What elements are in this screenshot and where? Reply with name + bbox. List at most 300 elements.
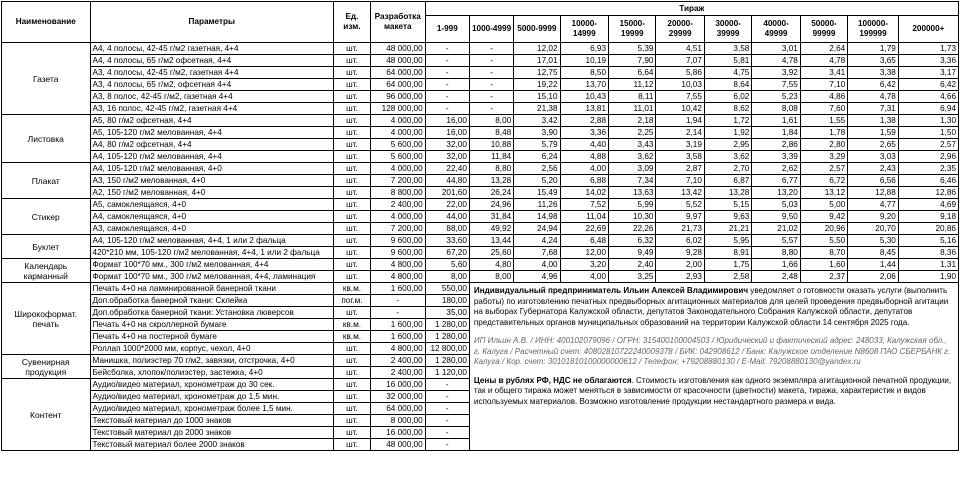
- category-cell: Плакат: [2, 163, 91, 199]
- param-cell: А3, 16 полос, 42-45 г/м2, газетная 4+4: [90, 103, 333, 115]
- price-cell: 2,87: [656, 163, 704, 175]
- price-cell: 15,10: [514, 91, 560, 103]
- price-cell: 13,28: [704, 187, 751, 199]
- price-cell: 2,57: [800, 163, 847, 175]
- price-cell: 5,57: [752, 235, 800, 247]
- price-cell: 1 120,00: [425, 367, 469, 379]
- price-cell: 13,63: [609, 187, 656, 199]
- price-cell: 5,60: [425, 259, 469, 271]
- price-cell: -: [425, 415, 469, 427]
- price-cell: 8,48: [469, 127, 513, 139]
- price-cell: 6,56: [848, 175, 899, 187]
- design-price-cell: 5 600,00: [370, 139, 425, 151]
- price-cell: -: [425, 55, 469, 67]
- table-row: [2, 271, 959, 283]
- price-cell: -: [425, 103, 469, 115]
- price-cell: 2,88: [560, 115, 608, 127]
- price-cell: 4,78: [848, 91, 899, 103]
- unit-cell: шт.: [333, 223, 370, 235]
- price-cell: 6,93: [560, 43, 608, 55]
- price-cell: 3,25: [609, 271, 656, 283]
- price-cell: 13,81: [560, 103, 608, 115]
- price-cell: 3,62: [704, 151, 751, 163]
- price-cell: 11,84: [469, 151, 513, 163]
- price-cell: 14,98: [514, 211, 560, 223]
- price-cell: 3,58: [704, 43, 751, 55]
- design-price-cell: 2 400,00: [370, 367, 425, 379]
- price-cell: -: [425, 391, 469, 403]
- param-cell: Роллап 1000*2000 мм, корпус, чехол, 4+0: [90, 343, 333, 355]
- category-cell: Буклет: [2, 235, 91, 259]
- price-cell: 2,58: [704, 271, 751, 283]
- price-cell: 13,70: [560, 79, 608, 91]
- price-cell: 5,16: [898, 235, 958, 247]
- entrepreneur-name: Индивидуальный предприниматель Ильин Алексей Владимирович: [473, 286, 749, 295]
- table-row: [2, 283, 959, 295]
- price-cell: 3,19: [656, 139, 704, 151]
- header-tier: 1-999: [425, 16, 469, 43]
- design-price-cell: 2 400,00: [370, 199, 425, 211]
- price-cell: -: [425, 91, 469, 103]
- param-cell: А3, самоклеящаяся, 4+0: [90, 223, 333, 235]
- unit-cell: кв.м.: [333, 331, 370, 343]
- price-cell: 11,26: [514, 199, 560, 211]
- price-cell: 4,66: [898, 91, 958, 103]
- design-price-cell: 4 800,00: [370, 259, 425, 271]
- price-cell: 3,17: [898, 67, 958, 79]
- price-cell: 7,68: [514, 247, 560, 259]
- price-cell: 4,96: [514, 271, 560, 283]
- price-cell: 44,00: [425, 211, 469, 223]
- price-cell: 32,00: [425, 139, 469, 151]
- price-cell: 26,24: [469, 187, 513, 199]
- price-cell: 8,50: [560, 67, 608, 79]
- param-cell: Текстовый материал более 2000 знаков: [90, 439, 333, 451]
- price-cell: 2,80: [800, 139, 847, 151]
- design-price-cell: 48 000,00: [370, 55, 425, 67]
- unit-cell: шт.: [333, 175, 370, 187]
- unit-cell: шт.: [333, 235, 370, 247]
- price-cell: 7,34: [609, 175, 656, 187]
- price-cell: 4,51: [656, 43, 704, 55]
- price-cell: 6,02: [656, 235, 704, 247]
- price-cell: 2,70: [704, 163, 751, 175]
- notice-text: [474, 286, 954, 328]
- price-cell: 4,75: [704, 67, 751, 79]
- param-cell: Формат 100*70 мм., 300 г/м2 мелованная, 4+4: [90, 259, 333, 271]
- category-cell: Контент: [2, 379, 91, 451]
- price-cell: -: [469, 67, 513, 79]
- price-cell: 5,39: [609, 43, 656, 55]
- design-price-cell: 48 000,00: [370, 43, 425, 55]
- price-cell: -: [425, 79, 469, 91]
- price-cell: 2,18: [609, 115, 656, 127]
- param-cell: Текстовый материал до 1000 знаков: [90, 415, 333, 427]
- design-price-cell: 8 000,00: [370, 415, 425, 427]
- header-tier: 15000-19999: [609, 16, 656, 43]
- price-cell: 16,00: [425, 127, 469, 139]
- price-cell: 2,62: [752, 163, 800, 175]
- price-cell: 22,40: [425, 163, 469, 175]
- price-cell: 8,62: [704, 103, 751, 115]
- price-terms-text: [474, 376, 954, 408]
- price-cell: 9,20: [848, 211, 899, 223]
- param-cell: А4, 105-120 г/м2 мелованная, 4+4: [90, 151, 333, 163]
- table-row: [2, 43, 959, 55]
- price-cell: 12,02: [514, 43, 560, 55]
- price-cell: 2,35: [898, 163, 958, 175]
- unit-cell: шт.: [333, 91, 370, 103]
- design-price-cell: -: [370, 307, 425, 319]
- table-row: [2, 91, 959, 103]
- price-cell: 9,42: [800, 211, 847, 223]
- table-row: [2, 79, 959, 91]
- table-row: [2, 187, 959, 199]
- unit-cell: шт.: [333, 403, 370, 415]
- header-circulation: Тираж: [425, 2, 958, 16]
- price-cell: 5,86: [656, 67, 704, 79]
- price-cell: 22,69: [560, 223, 608, 235]
- unit-cell: шт.: [333, 259, 370, 271]
- param-cell: Бейсболка, хлопок/полиэстер, застежка, 4+0: [90, 367, 333, 379]
- price-cell: 22,26: [609, 223, 656, 235]
- price-cell: 13,44: [469, 235, 513, 247]
- price-terms-body: . Стоимость изготовления как одного экземпляра агитационной печатной продукции, так и общего тиража может меняться в зависимости от красочности (цветности) макета, тиража, характеристик и видов используемых материалов. Возможно изготовление продукции нестандартного размера и вида.: [473, 375, 951, 406]
- price-cell: 6,94: [898, 103, 958, 115]
- price-cell: 6,02: [704, 91, 751, 103]
- param-cell: А3, 150 г/м2 мелованная, 4+0: [90, 175, 333, 187]
- price-cell: 12,00: [560, 247, 608, 259]
- price-cell: 3,90: [514, 127, 560, 139]
- price-cell: 6,24: [514, 151, 560, 163]
- design-price-cell: 1 600,00: [370, 283, 425, 295]
- price-cell: 1,73: [898, 43, 958, 55]
- price-cell: 5,15: [704, 199, 751, 211]
- design-price-cell: -: [370, 295, 425, 307]
- price-cell: 8,00: [469, 115, 513, 127]
- table-row: [2, 163, 959, 175]
- price-cell: 35,00: [425, 307, 469, 319]
- price-cell: -: [469, 55, 513, 67]
- design-price-cell: 16 000,00: [370, 427, 425, 439]
- price-cell: -: [425, 439, 469, 451]
- price-cell: 1,72: [704, 115, 751, 127]
- price-cell: 8,64: [704, 79, 751, 91]
- price-cell: 4,00: [514, 259, 560, 271]
- category-cell: Газета: [2, 43, 91, 115]
- design-price-cell: 4 800,00: [370, 343, 425, 355]
- price-cell: 1,30: [898, 115, 958, 127]
- price-cell: 67,20: [425, 247, 469, 259]
- price-cell: 11,04: [560, 211, 608, 223]
- price-cell: 5,20: [514, 175, 560, 187]
- price-cell: 8,00: [469, 271, 513, 283]
- price-cell: 1 280,00: [425, 319, 469, 331]
- price-cell: 550,00: [425, 283, 469, 295]
- header-tier: 20000-29999: [656, 16, 704, 43]
- price-cell: 1,38: [848, 115, 899, 127]
- unit-cell: шт.: [333, 343, 370, 355]
- price-cell: 3,01: [752, 43, 800, 55]
- param-cell: А2, 150 г/м2 мелованная, 4+0: [90, 187, 333, 199]
- price-cell: 21,02: [752, 223, 800, 235]
- price-cell: 24,94: [514, 223, 560, 235]
- price-cell: 8,80: [752, 247, 800, 259]
- price-cell: 6,88: [560, 175, 608, 187]
- price-cell: 9,97: [656, 211, 704, 223]
- price-cell: 3,92: [752, 67, 800, 79]
- price-cell: 3,09: [609, 163, 656, 175]
- price-cell: 8,45: [848, 247, 899, 259]
- table-row: [2, 127, 959, 139]
- price-cell: 5,23: [752, 91, 800, 103]
- price-cell: 3,58: [656, 151, 704, 163]
- price-cell: 4,24: [514, 235, 560, 247]
- price-cell: 5,52: [656, 199, 704, 211]
- price-cell: 11,12: [609, 79, 656, 91]
- design-price-cell: 64 000,00: [370, 79, 425, 91]
- price-cell: 21,21: [704, 223, 751, 235]
- price-cell: 8,36: [898, 247, 958, 259]
- price-cell: 12,86: [898, 187, 958, 199]
- param-cell: Формат 100*70 мм., 300 г/м2 мелованная, 4+4, ламинация: [90, 271, 333, 283]
- unit-cell: шт.: [333, 163, 370, 175]
- unit-cell: шт.: [333, 307, 370, 319]
- price-cell: 6,77: [752, 175, 800, 187]
- price-cell: 7,60: [800, 103, 847, 115]
- design-price-cell: 9 600,00: [370, 235, 425, 247]
- design-price-cell: 4 800,00: [370, 271, 425, 283]
- price-cell: 3,42: [514, 115, 560, 127]
- price-cell: 2,86: [752, 139, 800, 151]
- price-cell: 32,00: [425, 151, 469, 163]
- table-row: [2, 115, 959, 127]
- price-cell: 25,60: [469, 247, 513, 259]
- price-cell: 5,99: [609, 199, 656, 211]
- price-cell: 201,60: [425, 187, 469, 199]
- design-price-cell: 7 200,00: [370, 175, 425, 187]
- price-cell: 17,01: [514, 55, 560, 67]
- price-cell: 180,00: [425, 295, 469, 307]
- price-cell: 20,70: [848, 223, 899, 235]
- price-cell: 2,48: [752, 271, 800, 283]
- price-cell: 7,52: [560, 199, 608, 211]
- unit-cell: шт.: [333, 199, 370, 211]
- price-cell: 21,38: [514, 103, 560, 115]
- table-row: [2, 175, 959, 187]
- price-cell: 7,10: [800, 79, 847, 91]
- param-cell: Аудио/видео материал, хронометраж до 30 сек.: [90, 379, 333, 391]
- header-tier: 40000-49999: [752, 16, 800, 43]
- price-cell: 4,78: [800, 55, 847, 67]
- price-cell: 10,30: [609, 211, 656, 223]
- unit-cell: шт.: [333, 367, 370, 379]
- price-cell: 4,40: [560, 139, 608, 151]
- price-cell: 20,86: [898, 223, 958, 235]
- design-price-cell: 32 000,00: [370, 391, 425, 403]
- price-cell: 5,00: [800, 199, 847, 211]
- price-cell: 4,00: [560, 271, 608, 283]
- design-price-cell: 8 800,00: [370, 187, 425, 199]
- price-cell: 88,00: [425, 223, 469, 235]
- price-cell: 7,90: [609, 55, 656, 67]
- design-price-cell: 96 000,00: [370, 91, 425, 103]
- table-row: [2, 199, 959, 211]
- header-tier: 1000-4999: [469, 16, 513, 43]
- category-cell: Широкоформат. печать: [2, 283, 91, 355]
- price-cell: 3,62: [609, 151, 656, 163]
- price-cell: 8,91: [704, 247, 751, 259]
- unit-cell: шт.: [333, 355, 370, 367]
- price-cell: -: [469, 43, 513, 55]
- price-cell: 13,28: [469, 175, 513, 187]
- unit-cell: шт.: [333, 379, 370, 391]
- price-cell: 22,00: [425, 199, 469, 211]
- param-cell: А4, 4 полосы, 42-45 г/м2 газетная, 4+4: [90, 43, 333, 55]
- price-list-table: [1, 1, 959, 451]
- price-cell: 11,01: [609, 103, 656, 115]
- param-cell: А5, 105-120 г/м2 мелованная, 4+4: [90, 127, 333, 139]
- price-cell: 4,88: [560, 151, 608, 163]
- header-params: Параметры: [90, 2, 333, 43]
- price-cell: 3,03: [848, 151, 899, 163]
- price-cell: 3,41: [800, 67, 847, 79]
- price-cell: 2,40: [609, 259, 656, 271]
- price-cell: 19,22: [514, 79, 560, 91]
- price-cell: 2,06: [848, 271, 899, 283]
- price-cell: 31,84: [469, 211, 513, 223]
- header-category: Наименование: [2, 2, 91, 43]
- price-cell: 10,03: [656, 79, 704, 91]
- price-cell: 3,65: [848, 55, 899, 67]
- price-cell: 6,48: [560, 235, 608, 247]
- param-cell: А4, 80 г/м2 офсетная, 4+4: [90, 139, 333, 151]
- param-cell: Доп.обработка банерной ткани: Склейка: [90, 295, 333, 307]
- price-cell: -: [469, 91, 513, 103]
- price-cell: 3,20: [560, 259, 608, 271]
- price-cell: 1,61: [752, 115, 800, 127]
- price-cell: -: [469, 79, 513, 91]
- price-cell: 5,03: [752, 199, 800, 211]
- price-cell: 15,49: [514, 187, 560, 199]
- price-cell: 5,81: [704, 55, 751, 67]
- price-cell: 4,77: [848, 199, 899, 211]
- price-cell: 6,42: [848, 79, 899, 91]
- param-cell: Манишка, полиэстер 70 г/м2, завязки, отстрочка, 4+0: [90, 355, 333, 367]
- table-row: [2, 259, 959, 271]
- price-cell: 12,75: [514, 67, 560, 79]
- price-cell: 2,65: [848, 139, 899, 151]
- unit-cell: кв.м.: [333, 283, 370, 295]
- price-cell: -: [425, 403, 469, 415]
- design-price-cell: 4 000,00: [370, 211, 425, 223]
- price-cell: 12 800,00: [425, 343, 469, 355]
- price-cell: 8,70: [800, 247, 847, 259]
- header-tier: 200000+: [898, 16, 958, 43]
- table-row: [2, 151, 959, 163]
- price-cell: 10,43: [560, 91, 608, 103]
- unit-cell: шт.: [333, 211, 370, 223]
- param-cell: А4, 105-120 г/м2 мелованная, 4+4, 1 или 2 фальца: [90, 235, 333, 247]
- price-cell: 10,88: [469, 139, 513, 151]
- price-cell: 20,96: [800, 223, 847, 235]
- price-cell: 1,94: [656, 115, 704, 127]
- price-cell: 8,80: [469, 163, 513, 175]
- table-header: [2, 2, 959, 43]
- unit-cell: шт.: [333, 79, 370, 91]
- price-terms-bold: Цены в рублях РФ, НДС не облагаются: [473, 375, 632, 385]
- price-cell: 2,56: [514, 163, 560, 175]
- price-cell: 1,78: [800, 127, 847, 139]
- price-cell: 10,19: [560, 55, 608, 67]
- unit-cell: шт.: [333, 55, 370, 67]
- param-cell: А4, самоклеящаяся, 4+0: [90, 211, 333, 223]
- unit-cell: пог.м.: [333, 295, 370, 307]
- unit-cell: шт.: [333, 271, 370, 283]
- unit-cell: шт.: [333, 43, 370, 55]
- price-cell: 7,07: [656, 55, 704, 67]
- price-cell: 2,93: [656, 271, 704, 283]
- price-cell: 1 280,00: [425, 355, 469, 367]
- header-tier: 5000-9999: [514, 16, 560, 43]
- price-cell: 1,55: [800, 115, 847, 127]
- design-price-cell: 64 000,00: [370, 403, 425, 415]
- price-cell: 49,92: [469, 223, 513, 235]
- price-cell: 7,10: [656, 175, 704, 187]
- param-cell: А4, 4 полосы, 65 г/м2 офсетная, 4+4: [90, 55, 333, 67]
- unit-cell: кв.м.: [333, 319, 370, 331]
- price-cell: 1,84: [752, 127, 800, 139]
- price-cell: 2,25: [609, 127, 656, 139]
- unit-cell: шт.: [333, 67, 370, 79]
- price-cell: 9,49: [609, 247, 656, 259]
- price-cell: 16,00: [425, 115, 469, 127]
- category-cell: Листовка: [2, 115, 91, 163]
- header-tier: 100000-199999: [848, 16, 899, 43]
- price-cell: 4,69: [898, 199, 958, 211]
- price-cell: 2,96: [898, 151, 958, 163]
- price-cell: 1,90: [898, 271, 958, 283]
- price-cell: 3,36: [560, 127, 608, 139]
- design-price-cell: 1 600,00: [370, 331, 425, 343]
- price-cell: 1,75: [704, 259, 751, 271]
- unit-cell: шт.: [333, 187, 370, 199]
- price-cell: 1 280,00: [425, 331, 469, 343]
- param-cell: А4, 105-120 г/м2 мелованная, 4+0: [90, 163, 333, 175]
- price-cell: 9,18: [898, 211, 958, 223]
- param-cell: А3, 8 полос, 42-45 г/м2, газетная 4+4: [90, 91, 333, 103]
- price-cell: 7,31: [848, 103, 899, 115]
- unit-cell: шт.: [333, 139, 370, 151]
- price-cell: 1,66: [752, 259, 800, 271]
- price-cell: 1,31: [898, 259, 958, 271]
- param-cell: 420*210 мм, 105-120 г/м2 мелованная, 4+4, 1 или 2 фальца: [90, 247, 333, 259]
- price-cell: 8,08: [752, 103, 800, 115]
- unit-cell: шт.: [333, 151, 370, 163]
- price-cell: 44,80: [425, 175, 469, 187]
- price-cell: 2,00: [656, 259, 704, 271]
- price-cell: 7,55: [752, 79, 800, 91]
- price-cell: 1,59: [848, 127, 899, 139]
- price-cell: 8,00: [425, 271, 469, 283]
- category-cell: Календарь карманный: [2, 259, 91, 283]
- requisites-text: ИП Ильин А.В. / ИНН: 400102079096 / ОГРН: 315400100004503 / Юридический и фактический адрес: 248033, Калужская обл., г. Калуга / Расчетный счет: 40802810722240009378 / БИК: 042908612 / Банк: Калужское отделение N8608 ПАО СБЕРБАНК г. Калуга / Кор. счет: 30101810100000000612 / Телефон: +79208880130 / E-Mail: 79208880130@yandex.ru: [473, 336, 951, 367]
- unit-cell: шт.: [333, 415, 370, 427]
- design-price-cell: 2 400,00: [370, 355, 425, 367]
- price-cell: 5,30: [848, 235, 899, 247]
- price-cell: 1,44: [848, 259, 899, 271]
- price-cell: 13,20: [752, 187, 800, 199]
